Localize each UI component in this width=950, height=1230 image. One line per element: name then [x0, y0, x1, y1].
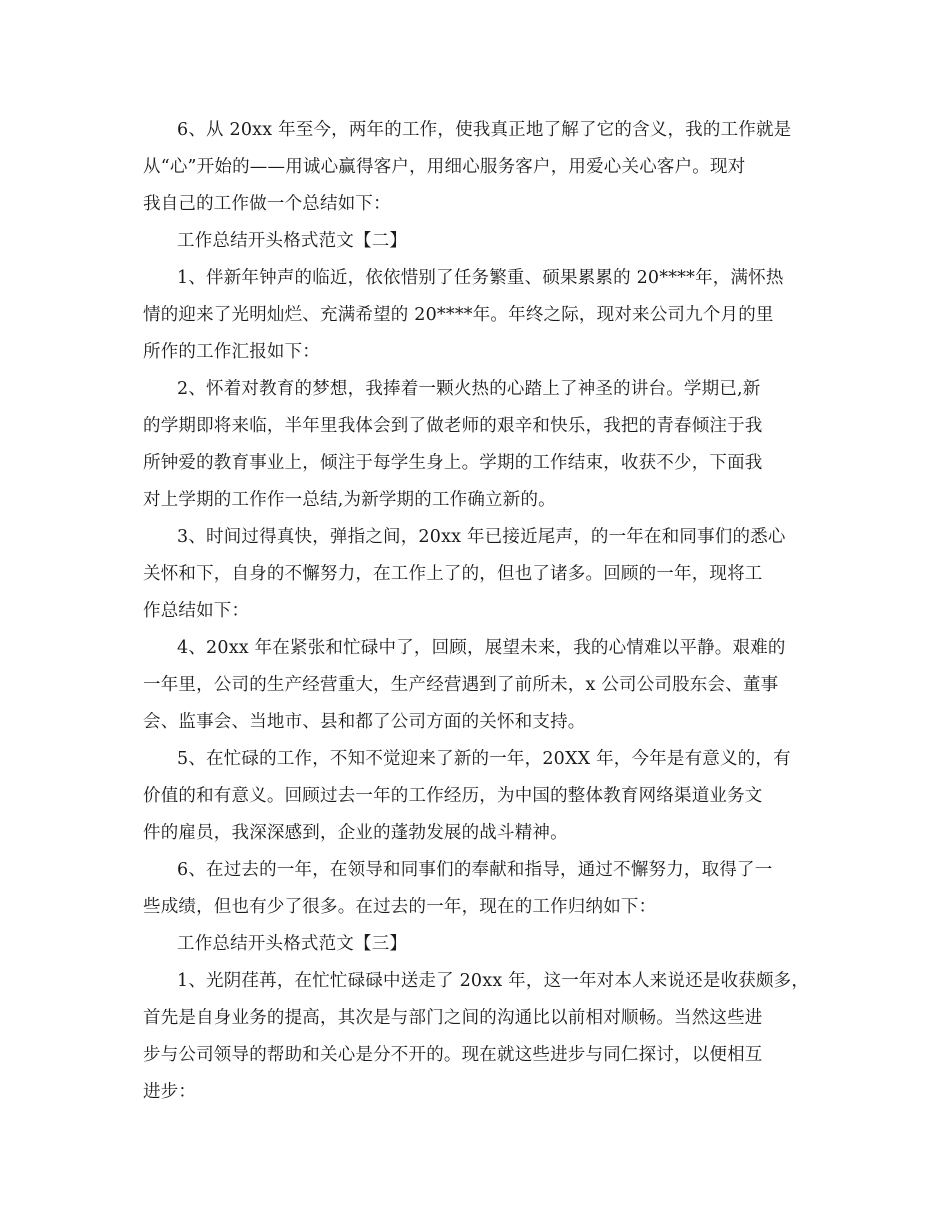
section-heading: 工作总结开头格式范文【二】 [177, 231, 408, 251]
text-line: 情的迎来了光明灿烂、充满希望的 20****年。年终之际，现对来公司九个月的里 [143, 305, 774, 325]
text-line: 所钟爱的教育事业上，倾注于每学生身上。学期的工作结束，收获不少，下面我 [143, 453, 763, 473]
text-line: 所作的工作汇报如下： [143, 342, 320, 362]
text-line: 步与公司领导的帮助和关心是分不开的。现在就这些进步与同仁探讨，以便相互 [143, 1045, 763, 1065]
text-line: 些成绩，但也有少了很多。在过去的一年，现在的工作归纳如下： [143, 897, 657, 917]
text-line: 我自己的工作做一个总结如下： [143, 194, 391, 214]
text-line: 4、20xx 年在紧张和忙碌中了，回顾，展望未来，我的心情难以平静。艰难的 [177, 638, 786, 658]
text-line: 对上学期的工作作一总结,为新学期的工作确立新的。 [143, 490, 556, 510]
text-line: 关怀和下，自身的不懈努力，在工作上了的，但也了诸多。回顾的一年，现将工 [143, 564, 763, 584]
text-line: 价值的和有意义。回顾过去一年的工作经历，为中国的整体教育网络渠道业务文 [143, 786, 763, 806]
text-line: 一年里，公司的生产经营重大，生产经营遇到了前所未，x 公司公司股东会、董事 [143, 675, 779, 695]
text-line: 作总结如下： [143, 601, 250, 621]
text-line: 2、怀着对教育的梦想，我捧着一颗火热的心踏上了神圣的讲台。学期已,新 [177, 379, 761, 399]
text-line: 的学期即将来临，半年里我体会到了做老师的艰辛和快乐，我把的青春倾注于我 [143, 416, 763, 436]
text-line: 1、光阴荏苒，在忙忙碌碌中送走了 20xx 年，这一年对本人来说还是收获颇多， [177, 971, 810, 991]
text-line: 会、监事会、当地市、县和都了公司方面的关怀和支持。 [143, 712, 586, 732]
text-line: 首先是自身业务的提高，其次是与部门之间的沟通比以前相对顺畅。当然这些进 [143, 1008, 763, 1028]
text-line: 3、时间过得真快，弹指之间，20xx 年已接近尾声，的一年在和同事们的悉心 [177, 527, 786, 547]
text-line: 1、伴新年钟声的临近，依依惜别了任务繁重、硕果累累的 20****年，满怀热 [177, 268, 784, 288]
text-line: 6、在过去的一年，在领导和同事们的奉献和指导，通过不懈努力，取得了一 [177, 860, 773, 880]
text-line: 进步： [143, 1082, 197, 1102]
text-line: 6、从 20xx 年至今，两年的工作，使我真正地了解了它的含义，我的工作就是 [177, 120, 792, 140]
section-heading: 工作总结开头格式范文【三】 [177, 934, 408, 954]
text-line: 从“心”开始的——用诚心赢得客户，用细心服务客户，用爱心关心客户。现对 [143, 157, 746, 177]
text-line: 件的雇员，我深深感到，企业的蓬勃发展的战斗精神。 [143, 823, 568, 843]
text-line: 5、在忙碌的工作，不知不觉迎来了新的一年，20XX 年，今年是有意义的，有 [177, 749, 791, 769]
